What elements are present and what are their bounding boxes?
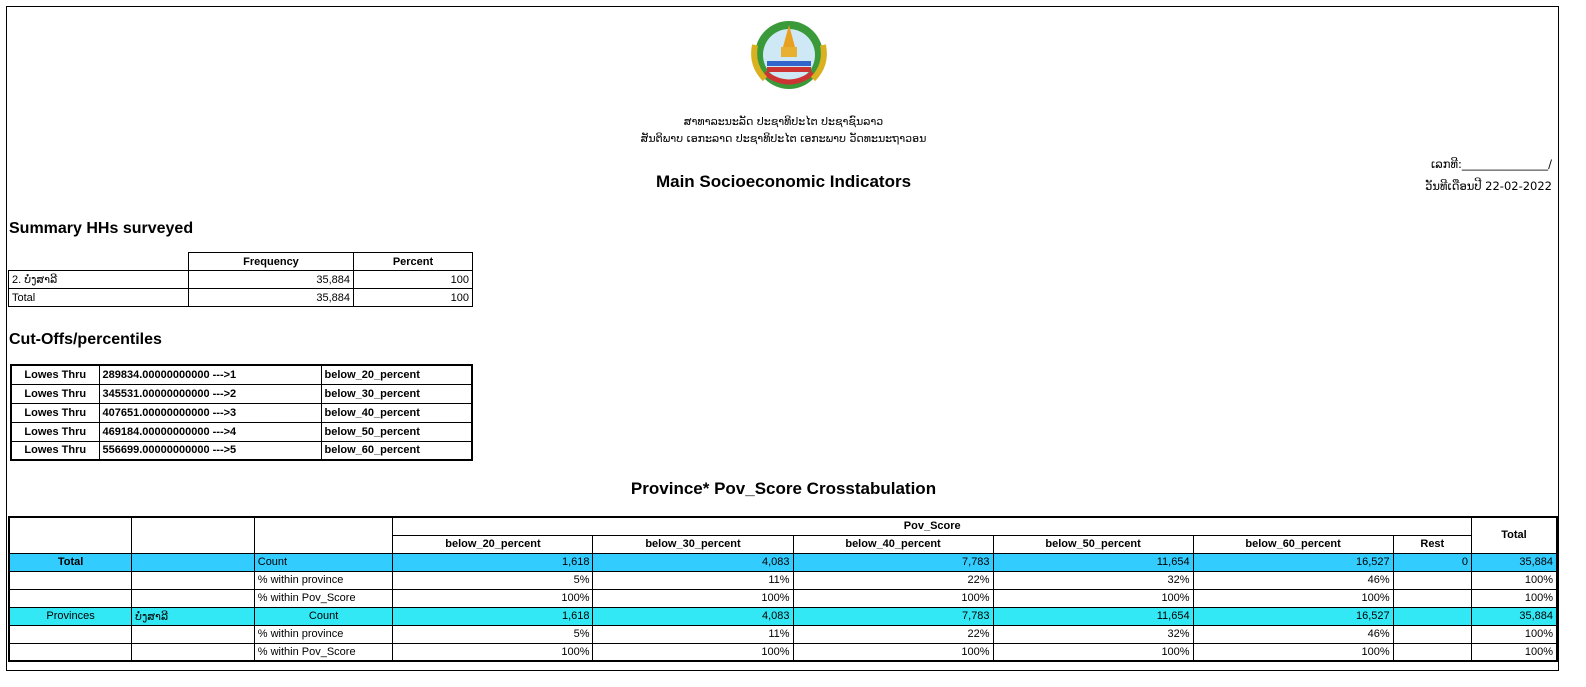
crosstab-cell: 100% (593, 589, 793, 607)
crosstab-cell: Provinces (9, 607, 132, 625)
crosstab-col-header: below_40_percent (793, 535, 993, 553)
crosstab-cell (132, 625, 255, 643)
cutoff-cell: 345531.00000000000 --->2 (99, 384, 321, 403)
crosstab-col-header: below_30_percent (593, 535, 793, 553)
crosstab-cell: 46% (1193, 571, 1393, 589)
table-row (11, 422, 472, 441)
crosstab-col-header: below_60_percent (1193, 535, 1393, 553)
cutoff-cell: 407651.00000000000 --->3 (99, 403, 321, 422)
crosstab-cell: % within Pov_Score (254, 643, 393, 661)
crosstab-cell (1393, 571, 1471, 589)
crosstab-table (8, 516, 1558, 662)
crosstab-cell: 100% (393, 643, 593, 661)
crosstab-cell: 22% (793, 625, 993, 643)
crosstab-cell: 1,618 (393, 553, 593, 571)
crosstab-cell: 100% (993, 643, 1193, 661)
cutoff-cell: below_30_percent (321, 384, 472, 403)
summary-cell: 35,884 (189, 271, 354, 289)
document-date: ວັນທີເດືອນປີ 22-02-2022 (1425, 179, 1552, 193)
crosstab-header-blank (254, 517, 393, 553)
crosstab-cell (132, 589, 255, 607)
summary-header-frequency: Frequency (189, 253, 354, 271)
table-row (9, 571, 1557, 589)
crosstab-cell: 11% (593, 571, 793, 589)
crosstab-cell: 100% (1193, 643, 1393, 661)
crosstab-group-header: Pov_Score (393, 517, 1472, 535)
crosstab-cell: 100% (1472, 643, 1558, 661)
crosstab-cell (9, 643, 132, 661)
table-row (9, 553, 1557, 571)
crosstab-cell (132, 553, 255, 571)
crosstab-cell: 1,618 (393, 607, 593, 625)
crosstab-cell: 5% (393, 571, 593, 589)
table-row (11, 441, 472, 460)
crosstab-cell (1393, 589, 1471, 607)
lao-header-line1: ສາທາລະນະລັດ ປະຊາທິປະໄຕ ປະຊາຊົນລາວ (683, 115, 884, 128)
crosstab-cell: 4,083 (593, 553, 793, 571)
crosstab-cell: Count (254, 607, 393, 625)
crosstab-cell (1393, 607, 1471, 625)
lao-header-line2: ສັນຕິພາບ ເອກະລາດ ປະຊາທິປະໄຕ ເອກະພາບ ວັດທະນະຖາວອນ (640, 132, 927, 145)
crosstab-cell: 100% (1472, 625, 1558, 643)
crosstab-cell: % within province (254, 625, 393, 643)
crosstab-cell: 35,884 (1472, 607, 1558, 625)
table-row (9, 589, 1557, 607)
summary-table (8, 252, 473, 307)
crosstab-cell (9, 571, 132, 589)
crosstab-header-blank (9, 517, 132, 553)
crosstab-cell: 100% (993, 589, 1193, 607)
crosstab-header-blank (132, 517, 255, 553)
reference-number: ເລກທີ:_______________/ (1430, 157, 1552, 171)
summary-header-blank (9, 253, 189, 271)
crosstab-cell (132, 643, 255, 661)
table-row (9, 625, 1557, 643)
cutoffs-heading: Cut-Offs/percentiles (9, 331, 162, 348)
crosstab-total-header: Total (1472, 517, 1558, 553)
crosstab-cell: 100% (1193, 589, 1393, 607)
page-title: Main Socioeconomic Indicators (655, 172, 912, 191)
crosstab-cell: 32% (993, 571, 1193, 589)
cutoff-cell: Lowes Thru (11, 365, 99, 384)
cutoff-cell: Lowes Thru (11, 403, 99, 422)
crosstab-cell: 7,783 (793, 553, 993, 571)
crosstab-cell (132, 571, 255, 589)
crosstab-cell: Count (254, 553, 393, 571)
table-row (9, 289, 473, 307)
crosstab-cell (1393, 625, 1471, 643)
crosstab-cell: 46% (1193, 625, 1393, 643)
cutoff-cell: below_60_percent (321, 441, 472, 460)
crosstab-col-header: below_20_percent (393, 535, 593, 553)
reference-block (1425, 153, 1552, 197)
crosstab-cell: 35,884 (1472, 553, 1558, 571)
crosstab-cell: 100% (793, 589, 993, 607)
cutoff-cell: below_20_percent (321, 365, 472, 384)
crosstab-cell: 100% (393, 589, 593, 607)
table-row (9, 271, 473, 289)
crosstab-cell: 100% (793, 643, 993, 661)
cutoff-cell: below_50_percent (321, 422, 472, 441)
summary-cell: 2. ບໍ່ງສາລີ (9, 271, 189, 289)
crosstab-cell: 7,783 (793, 607, 993, 625)
crosstab-cell (9, 589, 132, 607)
crosstab-title: Province* Pov_Score Crosstabulation (630, 479, 937, 498)
crosstab-cell: 16,527 (1193, 607, 1393, 625)
crosstab-cell: Total (9, 553, 132, 571)
summary-cell: 100 (354, 289, 473, 307)
crosstab-cell: 16,527 (1193, 553, 1393, 571)
crosstab-col-header: below_50_percent (993, 535, 1193, 553)
crosstab-cell: 100% (1472, 571, 1558, 589)
cutoff-cell: 289834.00000000000 --->1 (99, 365, 321, 384)
summary-header-percent: Percent (354, 253, 473, 271)
crosstab-header-row (9, 517, 1557, 535)
cutoff-cell: Lowes Thru (11, 441, 99, 460)
crosstab-col-header: Rest (1393, 535, 1471, 553)
cutoff-cell: Lowes Thru (11, 422, 99, 441)
crosstab-cell: % within Pov_Score (254, 589, 393, 607)
crosstab-cell: ບໍ່ງສາລີ (132, 607, 255, 625)
crosstab-cell: 100% (1472, 589, 1558, 607)
summary-cell: 35,884 (189, 289, 354, 307)
crosstab-cell: 0 (1393, 553, 1471, 571)
crosstab-cell: 11,654 (993, 607, 1193, 625)
crosstab-cell: 22% (793, 571, 993, 589)
table-row (11, 384, 472, 403)
summary-header-row (9, 253, 473, 271)
crosstab-cell: 32% (993, 625, 1193, 643)
summary-cell: 100 (354, 271, 473, 289)
crosstab-cell: 5% (393, 625, 593, 643)
crosstab-cell: 11,654 (993, 553, 1193, 571)
page-frame (6, 6, 1559, 671)
cutoff-cell: Lowes Thru (11, 384, 99, 403)
cutoff-cell: 556699.00000000000 --->5 (99, 441, 321, 460)
table-row (9, 643, 1557, 661)
crosstab-cell: 4,083 (593, 607, 793, 625)
crosstab-cell: % within province (254, 571, 393, 589)
crosstab-cell (1393, 643, 1471, 661)
table-row (11, 403, 472, 422)
summary-cell: Total (9, 289, 189, 307)
table-row (11, 365, 472, 384)
cutoffs-table (10, 364, 473, 461)
table-row (9, 607, 1557, 625)
crosstab-cell (9, 625, 132, 643)
cutoff-cell: 469184.00000000000 --->4 (99, 422, 321, 441)
national-emblem-icon (743, 15, 835, 95)
summary-heading: Summary HHs surveyed (9, 220, 194, 237)
cutoff-cell: below_40_percent (321, 403, 472, 422)
crosstab-cell: 100% (593, 643, 793, 661)
crosstab-cell: 11% (593, 625, 793, 643)
